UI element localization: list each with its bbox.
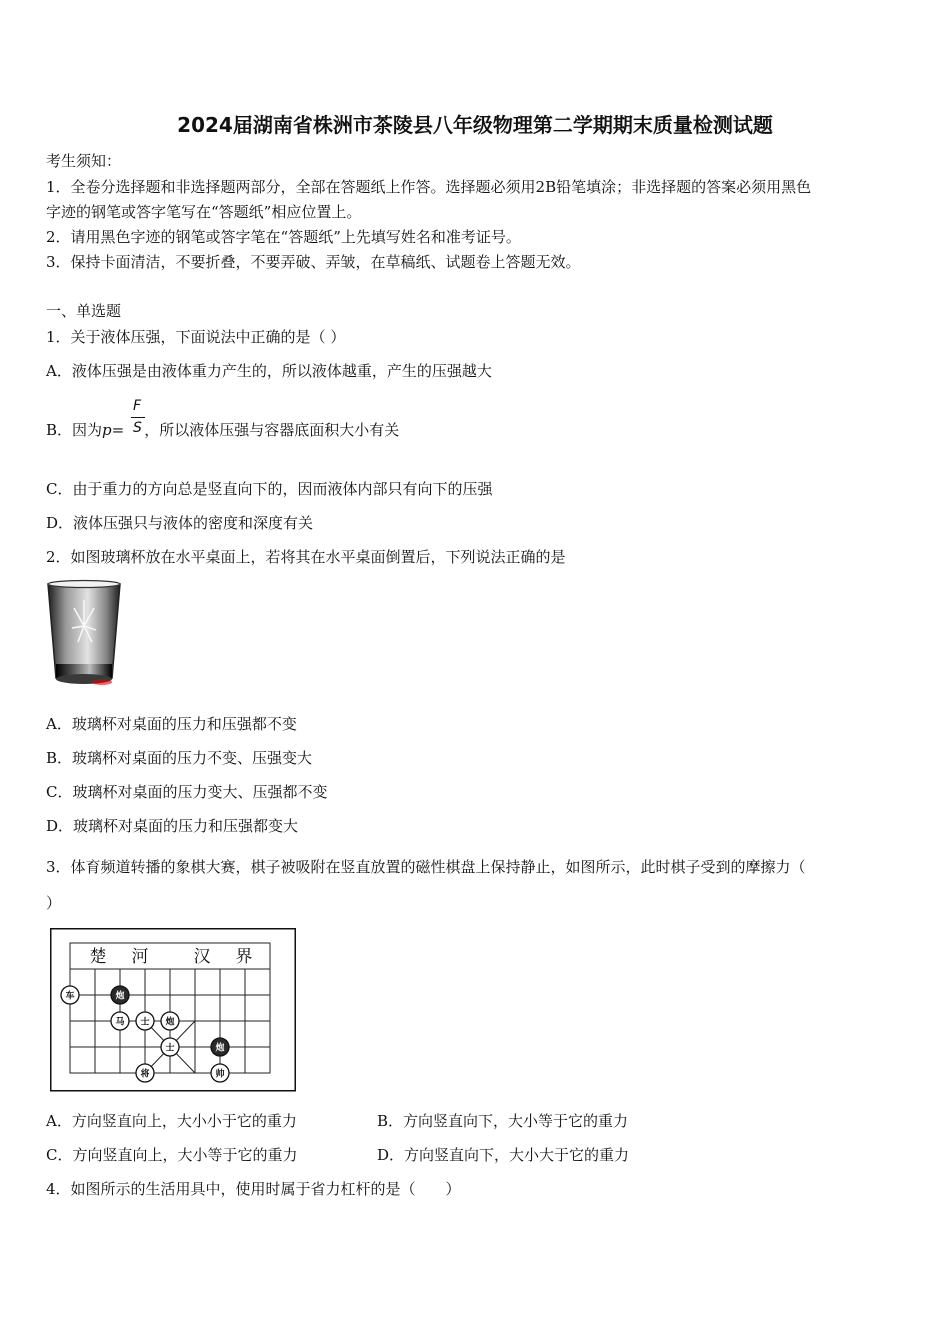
q2-stem: 2．如图玻璃杯放在水平桌面上，若将其在水平桌面倒置后，下列说法正确的是	[46, 548, 566, 566]
q2-option-b: B．玻璃杯对桌面的压力不变、压强变大	[46, 749, 313, 767]
q1-option-d: D．液体压强只与液体的密度和深度有关	[46, 514, 314, 532]
page-title: 2024届湖南省株洲市茶陵县八年级物理第二学期期末质量检测试题	[177, 113, 773, 137]
svg-text:车: 车	[65, 991, 75, 1002]
chess-piece	[161, 1038, 179, 1056]
q1-option-b-suffix: ，所以液体压强与容器底面积大小有关	[144, 421, 400, 439]
q1-formula-denominator: S	[133, 420, 142, 436]
q1-option-c: C．由于重力的方向总是竖直向下的，因而液体内部只有向下的压强	[46, 480, 493, 498]
q1-stem: 1．关于液体压强，下面说法中正确的是（ ）	[46, 328, 346, 346]
svg-text:士: 士	[140, 1017, 150, 1028]
q1-formula-numerator: F	[133, 398, 142, 414]
river-text-he: 河	[131, 947, 149, 967]
chess-piece	[61, 986, 79, 1004]
chess-piece	[161, 1012, 179, 1030]
chess-piece	[136, 1064, 154, 1082]
svg-text:帅: 帅	[215, 1069, 225, 1080]
notice-line-1a: 1．全卷分选择题和非选择题两部分，全部在答题纸上作答。选择题必须用2B铅笔填涂；非选择题的答案必须用黑色	[46, 178, 812, 196]
notice-line-3: 3．保持卡面清洁，不要折叠，不要弄破、弄皱，在草稿纸、试题卷上答题无效。	[46, 253, 581, 271]
fraction-bar	[131, 417, 145, 418]
svg-text:炮: 炮	[215, 1043, 225, 1054]
q1-option-b	[46, 421, 399, 439]
river-text-jie: 界	[235, 947, 253, 967]
q3-stem: 3．体育频道转播的象棋大赛，棋子被吸附在竖直放置的磁性棋盘上保持静止，如图所示，此时棋子受到的摩擦力（	[46, 858, 806, 876]
chess-piece	[211, 1038, 229, 1056]
glass-cup-figure	[44, 578, 124, 694]
q3-option-c: C．方向竖直向上，大小等于它的重力	[46, 1146, 298, 1164]
q3-option-d: D．方向竖直向下，大小大于它的重力	[377, 1146, 630, 1164]
q2-option-a: A．玻璃杯对桌面的压力和压强都不变	[46, 715, 297, 733]
svg-text:马: 马	[115, 1017, 125, 1028]
q1-option-a: A．液体压强是由液体重力产生的，所以液体越重，产生的压强越大	[46, 362, 492, 380]
q1-formula-var: p	[102, 421, 112, 439]
q4-stem: 4．如图所示的生活用具中，使用时属于省力杠杆的是（ ）	[46, 1180, 461, 1198]
svg-text:炮: 炮	[115, 991, 125, 1002]
q3-option-a: A．方向竖直向上，大小小于它的重力	[46, 1112, 297, 1130]
svg-text:炮: 炮	[165, 1017, 175, 1028]
chess-board-figure	[50, 928, 296, 1092]
q2-option-d: D．玻璃杯对桌面的压力和压强都变大	[46, 817, 299, 835]
notice-heading: 考生须知：	[46, 152, 122, 170]
notice-line-2: 2．请用黑色字迹的钢笔或答字笔在“答题纸”上先填写姓名和准考证号。	[46, 228, 521, 246]
q1-option-b-prefix: B．因为	[46, 421, 103, 439]
board-frame	[51, 929, 296, 1091]
section-heading: 一、单选题	[46, 302, 122, 320]
river-text-han: 汉	[193, 947, 211, 967]
q3-stem-end: ）	[46, 894, 62, 912]
q1-formula-eq: =	[111, 421, 125, 439]
notice-line-1b: 字迹的钢笔或答字笔写在“答题纸”相应位置上。	[46, 203, 362, 221]
chess-piece	[211, 1064, 229, 1082]
chess-piece	[111, 986, 129, 1004]
svg-text:士: 士	[165, 1043, 175, 1054]
q3-option-b: B．方向竖直向下，大小等于它的重力	[377, 1112, 629, 1130]
svg-text:将: 将	[140, 1069, 150, 1080]
river-text-chu: 楚	[89, 947, 107, 967]
chess-piece	[111, 1012, 129, 1030]
q2-option-c: C．玻璃杯对桌面的压力变大、压强都不变	[46, 783, 328, 801]
chess-piece	[136, 1012, 154, 1030]
